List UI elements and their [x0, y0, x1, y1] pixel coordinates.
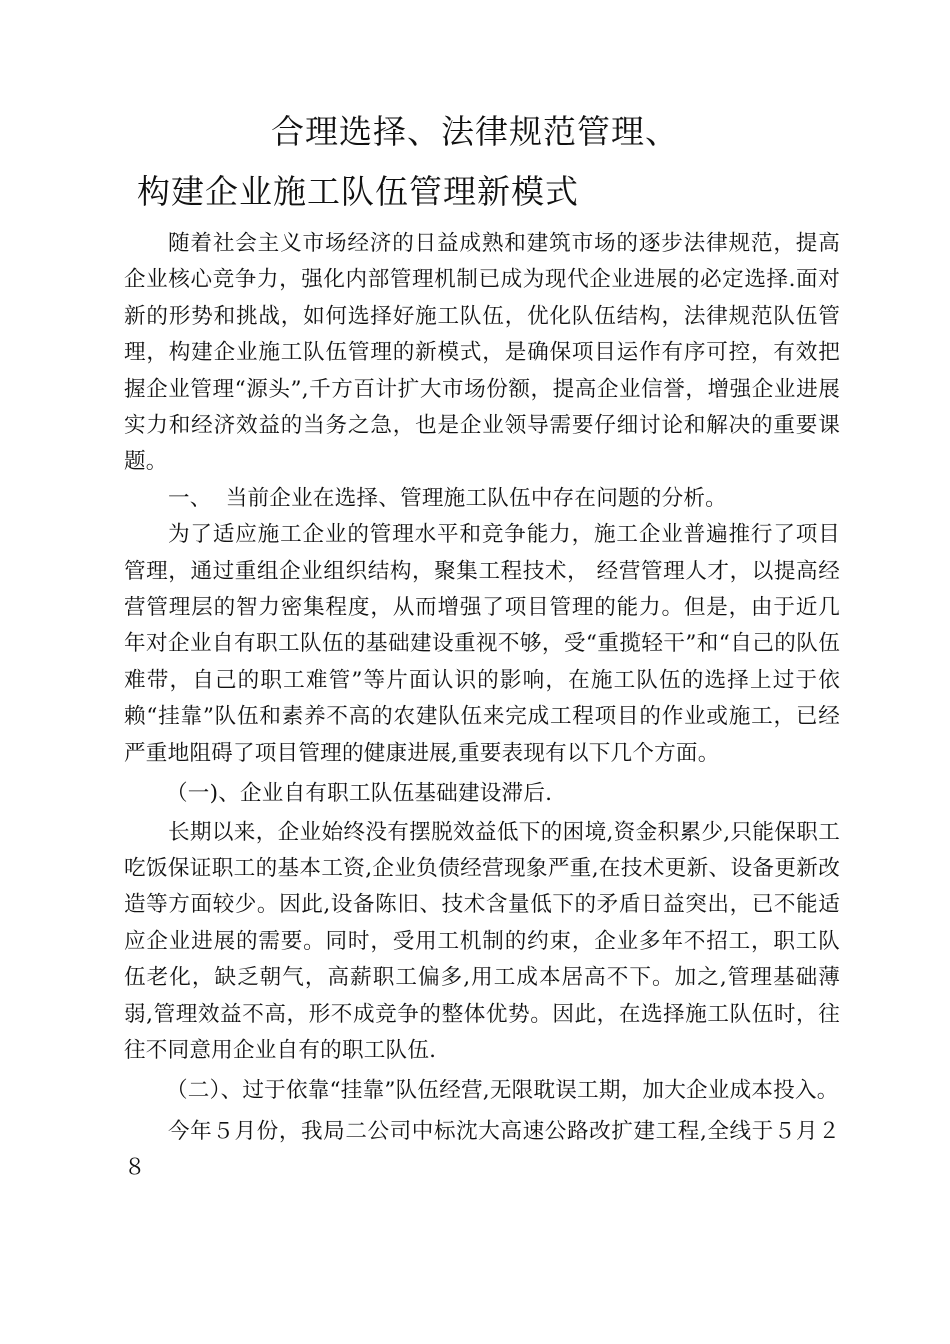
- subsection-heading-1: （一)、企业自有职工队伍基础建设滞后.: [166, 781, 553, 807]
- body-paragraph: 长期以来，企业始终没有摆脱效益低下的困境,资金积累少,只能保职工吃饭保证职工的基本工资,企业负债经营现象严重,在技术更新、设备更新改造等方面较少。因此,设备陈旧、技术含量低下的矛盾日益突出，已不能适应企业进展的需要。同时，受用工机制的约束，企业多年不招工，职工队伍老化，缺乏朝气，高薪职工偏多,用工成本居高不下。加之,管理基础薄弱,管理效益不高，形不成竞争的整体优势。因此，在选择施工队伍时，往往不同意用企业自有的职工队伍.: [124, 819, 840, 1063]
- subsection-heading-2: （二）、过于依靠“挂靠”队伍经营,无限耽误工期，加大企业成本投入。: [166, 1078, 839, 1104]
- document-title-line-2: 构建企业施工队伍管理新模式: [137, 172, 579, 211]
- intro-paragraph: 随着社会主义市场经济的日益成熟和建筑市场的逐步法律规范，提高企业核心竞争力，强化内部管理机制已成为现代企业进展的必定选择.面对新的形势和挑战，如何选择好施工队伍，优化队伍结构，法律规范队伍管理，构建企业施工队伍管理的新模式，是确保项目运作有序可控，有效把握企业管理“源头”,千方百计扩大市场份额，提高企业信誉，增强企业进展实力和经济效益的当务之急，也是企业领导需要仔细讨论和解决的重要课题。: [124, 231, 840, 475]
- document-title-line-1: 合理选择、法律规范管理、: [271, 112, 679, 151]
- body-paragraph: 今年５月份，我局二公司中标沈大高速公路改扩建工程,全线于５月２８: [124, 1118, 840, 1181]
- section-heading-1: 一、 当前企业在选择、管理施工队伍中存在问题的分析。: [168, 485, 727, 511]
- document-body: [124, 226, 840, 1187]
- body-paragraph: 为了适应施工企业的管理水平和竞争能力，施工企业普遍推行了项目管理，通过重组企业组织结构，聚集工程技术， 经营管理人才，以提高经营管理层的智力密集程度，从而增强了项目管理的能力。但是，由于近几年对企业自有职工队伍的基础建设重视不够，受“重揽轻干”和“自己的队伍难带，自己的职工难管”等片面认识的影响，在施工队伍的选择上过于依赖“挂靠”队伍和素养不高的农建队伍来完成工程项目的作业或施工，已经严重地阻碍了项目管理的健康进展,重要表现有以下几个方面。: [124, 522, 840, 766]
